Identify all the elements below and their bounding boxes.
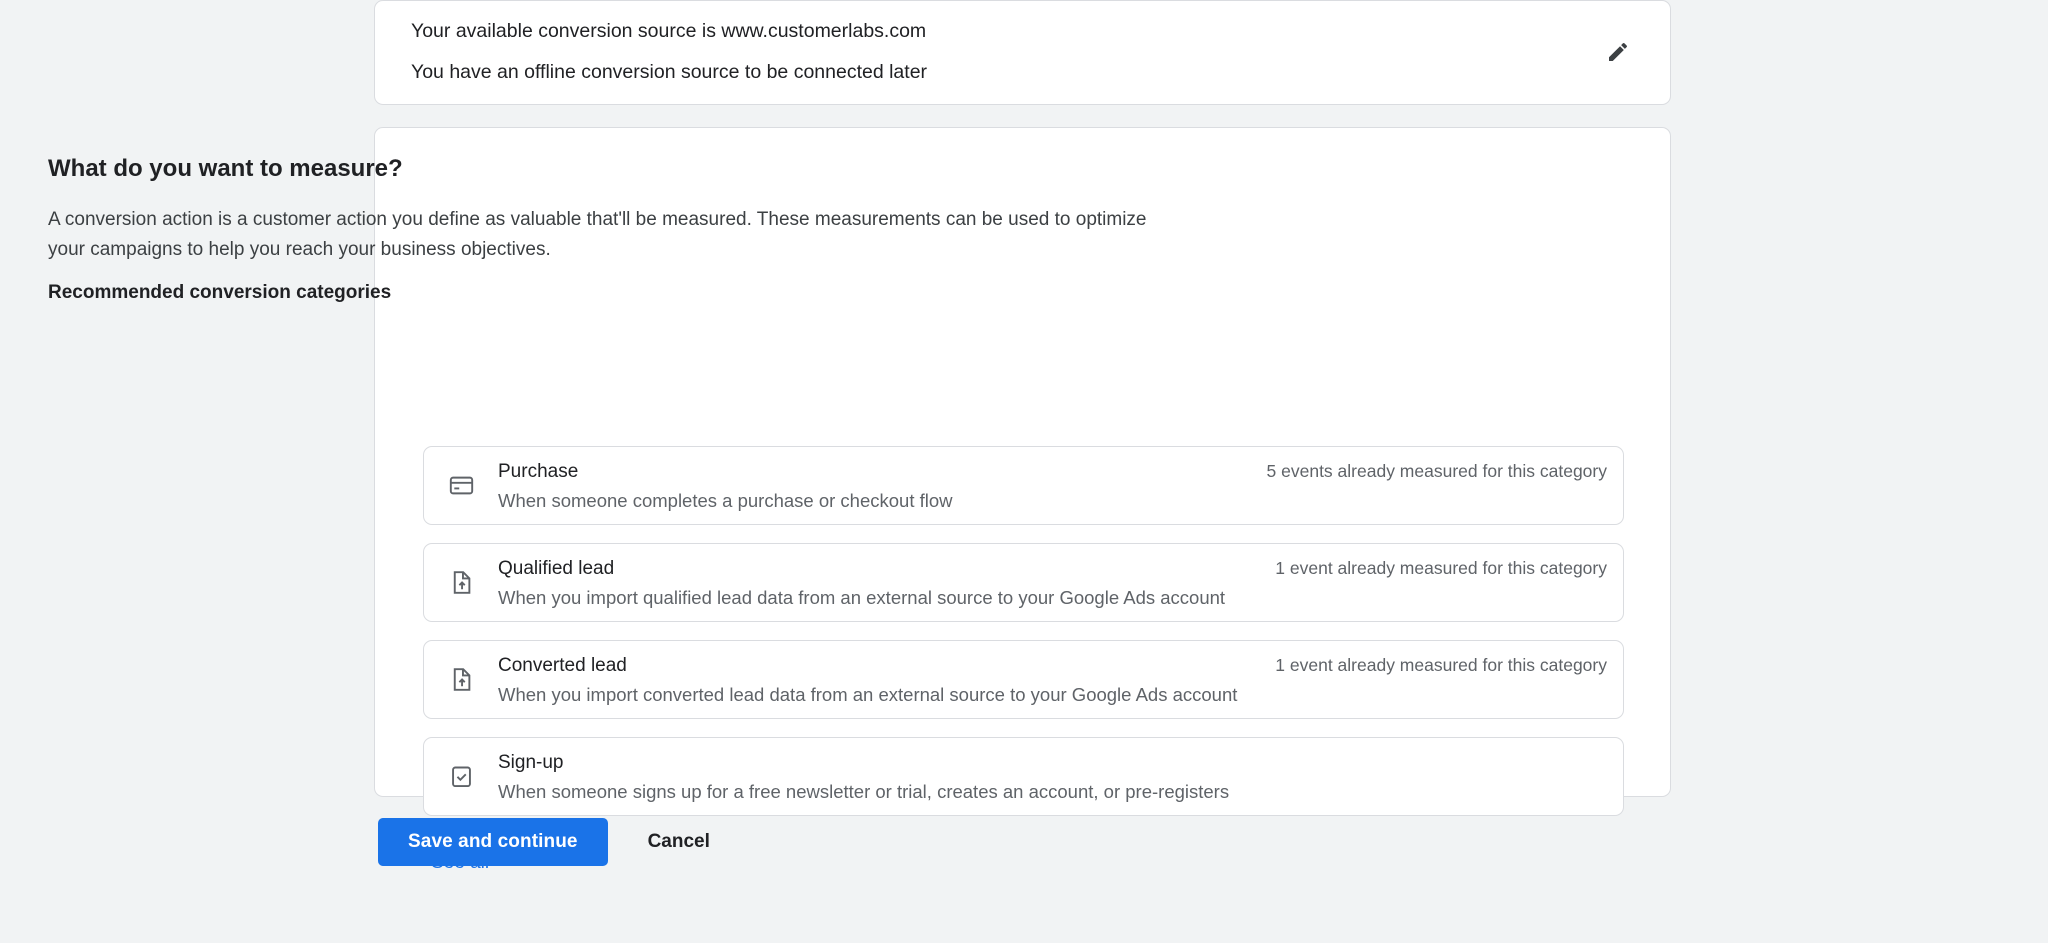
file-upload-icon	[424, 569, 498, 596]
category-option-qualified-lead[interactable]	[423, 543, 1624, 622]
clipboard-check-icon	[424, 763, 498, 790]
category-option-sign-up[interactable]	[423, 737, 1624, 816]
footer-actions	[378, 818, 732, 866]
recommended-categories-label: Recommended conversion categories	[48, 282, 392, 303]
category-meta: 1 event already measured for this category	[1275, 558, 1607, 578]
credit-card-icon	[424, 472, 498, 499]
category-meta: 1 event already measured for this category	[1275, 655, 1607, 675]
file-upload-icon	[424, 666, 498, 693]
category-text-sign-up	[498, 750, 1623, 804]
category-subtitle: When someone completes a purchase or checkout flow	[498, 489, 953, 511]
category-title: Purchase	[498, 460, 579, 482]
pencil-icon	[1606, 40, 1630, 67]
category-option-converted-lead[interactable]	[423, 640, 1624, 719]
conversion-category-list	[423, 446, 1624, 834]
category-meta: 5 events already measured for this category	[1266, 461, 1607, 481]
category-subtitle: When you import qualified lead data from an external source to your Google Ads account	[498, 586, 1226, 608]
category-title: Sign-up	[498, 751, 564, 773]
conversion-source-secondary: You have an offline conversion source to be connected later	[411, 61, 928, 83]
category-title: Converted lead	[498, 654, 627, 676]
category-title: Qualified lead	[498, 557, 615, 579]
category-subtitle: When someone signs up for a free newsletter or trial, creates an account, or pre-registers	[498, 780, 1230, 802]
page-description: A conversion action is a customer action you define as valuable that'll be measured. These measurements can be used to optimize your campaigns to help you reach your business objectives.	[48, 209, 1147, 260]
edit-source-button[interactable]	[1596, 31, 1640, 75]
category-option-purchase[interactable]	[423, 446, 1624, 525]
category-subtitle: When you import converted lead data from an external source to your Google Ads account	[498, 683, 1238, 705]
conversion-source-lines	[411, 11, 927, 93]
cancel-button[interactable]: Cancel	[626, 818, 732, 866]
conversion-source-card	[374, 0, 1671, 105]
conversion-source-primary: Your available conversion source is www.customerlabs.com	[411, 20, 927, 42]
page-title: What do you want to measure?	[48, 155, 403, 182]
save-and-continue-button[interactable]: Save and continue	[378, 818, 608, 866]
